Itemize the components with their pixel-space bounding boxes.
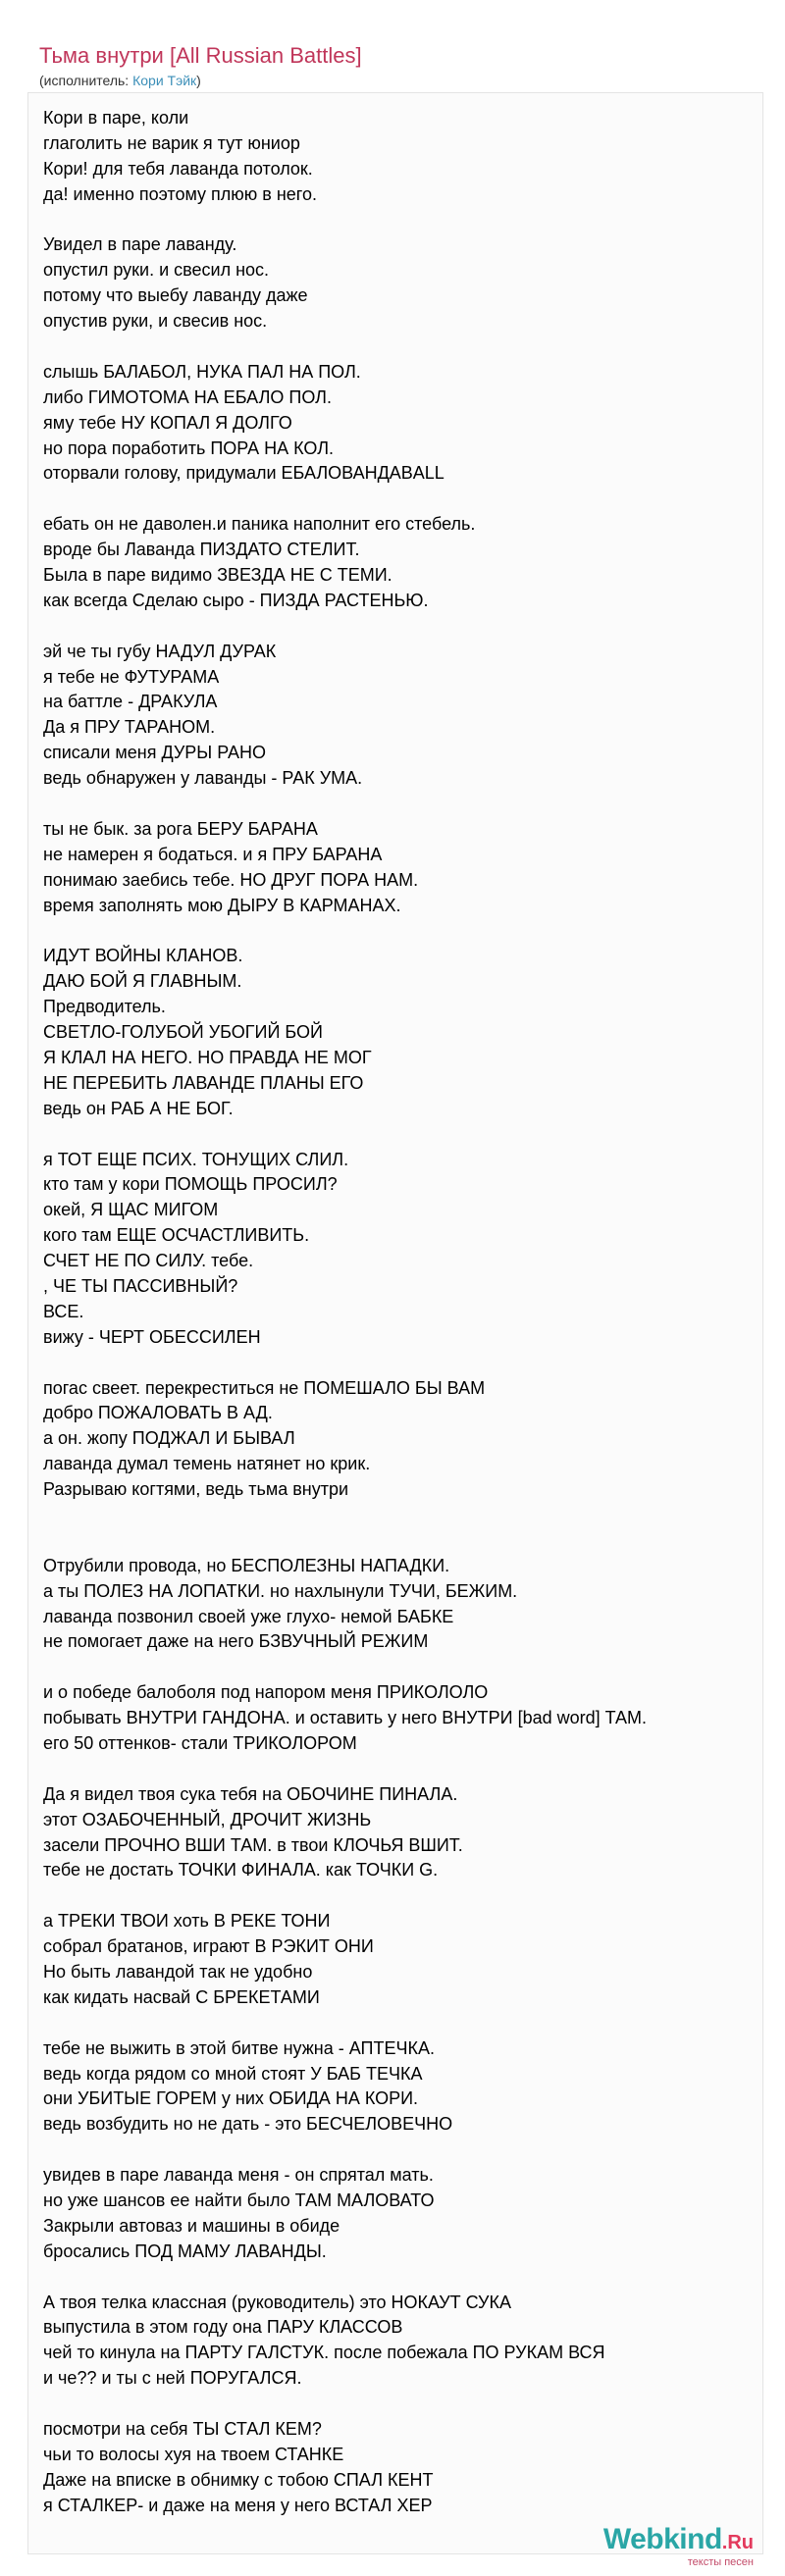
lyrics-line: Кори в паре, коли xyxy=(43,108,189,128)
lyrics-line: опустил руки. и свесил нос. xyxy=(43,260,270,281)
lyrics-line: ДАЮ БОЙ Я ГЛАВНЫМ. xyxy=(43,971,242,992)
lyrics-blank-line xyxy=(43,1883,750,1909)
lyrics-line: Увидел в паре лаванду. xyxy=(43,234,237,255)
lyrics-line: я СТАЛКЕР- и даже на меня у него ВСТАЛ ХЕР xyxy=(43,2495,433,2515)
lyrics-line: Да я ПРУ ТАРАНОМ. xyxy=(43,717,216,738)
lyrics-line: СВЕТЛО-ГОЛУБОЙ УБОГИЙ БОЙ xyxy=(43,1022,323,1043)
lyrics-line: но уже шансов ее найти было ТАМ МАЛОВАТО xyxy=(43,2190,435,2211)
lyrics-line: вроде бы Лаванда ПИЗДАТО СТЕЛИТ. xyxy=(43,540,360,560)
lyrics-line: его 50 оттенков- стали ТРИКОЛОРОМ xyxy=(43,1733,357,1753)
lyrics-line: а ты ПОЛЕЗ НА ЛОПАТКИ. но нахлынули ТУЧИ, БЕЖИМ. xyxy=(43,1580,518,1601)
lyrics-blank-line xyxy=(43,2265,750,2291)
lyrics-line: Предводитель. xyxy=(43,997,166,1017)
lyrics-line: бросались ПОД МАМУ ЛАВАНДЫ. xyxy=(43,2241,327,2261)
lyrics-line: А твоя телка классная (руководитель) это НОКАУТ СУКА xyxy=(43,2292,511,2312)
lyrics-line: ИДУТ ВОЙНЫ КЛАНОВ. xyxy=(43,946,243,966)
lyrics-line: и че?? и ты с ней ПОРУГАЛСЯ. xyxy=(43,2368,302,2389)
lyrics-line: собрал братанов, играют В РЭКИТ ОНИ xyxy=(43,1936,374,1957)
lyrics-line: Даже на вписке в обнимку с тобою СПАЛ КЕНТ xyxy=(43,2469,434,2490)
lyrics-blank-line xyxy=(43,792,750,817)
lyrics-blank-line xyxy=(43,1122,750,1148)
lyrics-blank-line xyxy=(43,2011,750,2036)
lyrics-line: Закрыли автоваз и машины в обиде xyxy=(43,2215,340,2236)
lyrics-line: слышь БАЛАБОЛ, НУКА ПАЛ НА ПОЛ. xyxy=(43,361,361,382)
lyrics-line: выпустила в этом году она ПАРУ КЛАССОВ xyxy=(43,2317,403,2338)
lyrics-line: добро ПОЖАЛОВАТЬ В АД. xyxy=(43,1403,273,1423)
lyrics-line: ведь когда рядом со мной стоят У БАБ ТЕЧКА xyxy=(43,2063,423,2084)
lyrics-line: тебе не достать ТОЧКИ ФИНАЛА. как ТОЧКИ G. xyxy=(43,1860,439,1880)
lyrics-line: Я КЛАЛ НА НЕГО. НО ПРАВДА НЕ МОГ xyxy=(43,1047,372,1067)
lyrics-line: тебе не выжить в этой битве нужна - АПТЕЧКА. xyxy=(43,2037,435,2058)
lyrics-line: потому что выебу лаванду даже xyxy=(43,285,308,306)
lyrics-line: кого там ЕЩЕ ОСЧАСТЛИВИТЬ. xyxy=(43,1225,310,1246)
lyrics-line: я ТОТ ЕЩЕ ПСИХ. ТОНУЩИХ СЛИЛ. xyxy=(43,1149,349,1169)
lyrics-line: да! именно поэтому плюю в него. xyxy=(43,183,317,204)
logo-tld: .Ru xyxy=(721,2532,754,2553)
lyrics-blank-line xyxy=(43,1503,750,1528)
lyrics-line: ведь обнаружен у лаванды - РАК УМА. xyxy=(43,768,363,789)
lyrics-blank-line xyxy=(43,1655,750,1680)
lyrics-line: лаванда позвонил своей уже глухо- немой БАБКЕ xyxy=(43,1606,454,1626)
lyrics-line: понимаю заебись тебе. НО ДРУГ ПОРА НАМ. xyxy=(43,869,419,890)
lyrics-line: но пора поработить ПОРА НА КОЛ. xyxy=(43,438,335,458)
lyrics-line: чей то кинула на ПАРТУ ГАЛСТУК. после побежала ПО РУКАМ ВСЯ xyxy=(43,2343,605,2363)
lyrics-line: яму тебе НУ КОПАЛ Я ДОЛГО xyxy=(43,412,292,433)
lyrics-line: время заполнять мою ДЫРУ В КАРМАНАХ. xyxy=(43,895,401,915)
lyrics-line: Да я видел твоя сука тебя на ОБОЧИНЕ ПИНАЛА. xyxy=(43,1783,458,1804)
lyrics-line: Разрываю когтями, ведь тьма внутри xyxy=(43,1479,349,1500)
lyrics-line: засели ПРОЧНО ВШИ ТАМ. в твои КЛОЧЬЯ ВШИТ. xyxy=(43,1834,463,1855)
lyrics-blank-line xyxy=(43,1757,750,1782)
lyrics-line: окей, Я ЩАС МИГОМ xyxy=(43,1200,219,1220)
lyrics-line: опустив руки, и свесив нос. xyxy=(43,311,268,332)
lyrics-line: ты не бык. за рога БЕРУ БАРАНА xyxy=(43,818,318,839)
lyrics-blank-line xyxy=(43,919,750,945)
lyrics-blank-line xyxy=(43,2392,750,2417)
lyrics-line: они УБИТЫЕ ГОРЕМ у них ОБИДА НА КОРИ. xyxy=(43,2088,419,2109)
lyrics-line: а он. жопу ПОДЖАЛ И БЫВАЛ xyxy=(43,1428,295,1449)
lyrics-line: побывать ВНУТРИ ГАНДОНА. и оставить у него ВНУТРИ [bad word] ТАМ. xyxy=(43,1708,648,1728)
lyrics-line: посмотри на себя ТЫ СТАЛ КЕМ? xyxy=(43,2419,322,2440)
lyrics-line: Кори! для тебя лаванда потолок. xyxy=(43,158,313,179)
logo-tagline: тексты песен xyxy=(687,2556,754,2568)
webkind-logo[interactable] xyxy=(602,2523,754,2568)
lyrics-line: либо ГИМОТОМА НА ЕБАЛО ПОЛ. xyxy=(43,386,332,407)
lyrics-line: погас свеет. перекреститься не ПОМЕШАЛО БЫ ВАМ xyxy=(43,1377,486,1398)
lyrics-text xyxy=(43,106,750,2519)
lyrics-line: ведь он РАБ А НЕ БОГ. xyxy=(43,1098,234,1118)
lyrics-blank-line xyxy=(43,614,750,640)
lyrics-line: как всегда Сделаю сыро - ПИЗДА РАСТЕНЬЮ. xyxy=(43,590,429,610)
lyrics-line: ВСЕ. xyxy=(43,1301,84,1321)
artist-link[interactable]: Кори Тэйк xyxy=(132,73,197,88)
lyrics-line: как кидать насвай С БРЕКЕТАМИ xyxy=(43,1986,320,2007)
lyrics-line: Отрубили провода, но БЕСПОЛЕЗНЫ НАПАДКИ. xyxy=(43,1555,450,1575)
lyrics-line: лаванда думал темень натянет но крик. xyxy=(43,1454,371,1474)
byline-suffix: ) xyxy=(196,73,201,88)
lyrics-line: не намерен я бодаться. и я ПРУ БАРАНА xyxy=(43,844,383,864)
lyrics-line: и о победе балоболя под напором меня ПРИКОЛОЛО xyxy=(43,1682,489,1703)
lyrics-line: глаголить не варик я тут юниор xyxy=(43,132,300,153)
lyrics-line: вижу - ЧЕРТ ОБЕССИЛЕН xyxy=(43,1326,261,1347)
lyrics-line: , ЧЕ ТЫ ПАССИВНЫЙ? xyxy=(43,1275,238,1296)
logo-brand: Webkind xyxy=(602,2523,722,2555)
lyrics-line: списали меня ДУРЫ РАНО xyxy=(43,743,267,763)
lyrics-line: увидев в паре лаванда меня - он спрятал мать. xyxy=(43,2165,434,2186)
lyrics-blank-line xyxy=(43,1351,750,1376)
lyrics-line: ведь возбудить но не дать - это БЕСЧЕЛОВЕЧНО xyxy=(43,2114,453,2135)
lyrics-line: Но быть лавандой так не удобно xyxy=(43,1962,313,1983)
lyrics-blank-line xyxy=(43,2138,750,2163)
lyrics-blank-line xyxy=(43,335,750,360)
lyrics-line: оторвали голову, придумали ЕБАЛОВАНДАBALL xyxy=(43,463,445,484)
lyrics-line: эй че ты губу НАДУЛ ДУРАК xyxy=(43,641,277,661)
song-title: Тьма внутри [All Russian Battles] xyxy=(39,43,362,68)
lyrics-line: на баттле - ДРАКУЛА xyxy=(43,692,218,712)
lyrics-line: чьи то волосы хуя на твоем СТАНКЕ xyxy=(43,2444,344,2464)
lyrics-line: Была в паре видимо ЗВЕЗДА НЕ С ТЕМИ. xyxy=(43,565,392,586)
lyrics-line: не помогает даже на него БЗВУЧНЫЙ РЕЖИМ xyxy=(43,1631,429,1652)
lyrics-line: я тебе не ФУТУРАМА xyxy=(43,666,220,687)
artist-byline xyxy=(39,73,201,88)
lyrics-line: а ТРЕКИ ТВОИ хоть В РЕКЕ ТОНИ xyxy=(43,1911,331,1932)
lyrics-line: ебать он не даволен.и паника наполнит его стебель. xyxy=(43,514,476,535)
lyrics-line: кто там у кори ПОМОЩЬ ПРОСИЛ? xyxy=(43,1174,338,1195)
lyrics-blank-line xyxy=(43,487,750,512)
lyrics-line: СЧЕТ НЕ ПО СИЛУ. тебе. xyxy=(43,1251,254,1271)
lyrics-line: НЕ ПЕРЕБИТЬ ЛАВАНДЕ ПЛАНЫ ЕГО xyxy=(43,1072,364,1093)
lyrics-line: этот ОЗАБОЧЕННЫЙ, ДРОЧИТ ЖИЗНЬ xyxy=(43,1809,372,1829)
lyrics-blank-line xyxy=(43,1528,750,1554)
byline-prefix: (исполнитель: xyxy=(39,73,133,88)
lyrics-blank-line xyxy=(43,208,750,233)
